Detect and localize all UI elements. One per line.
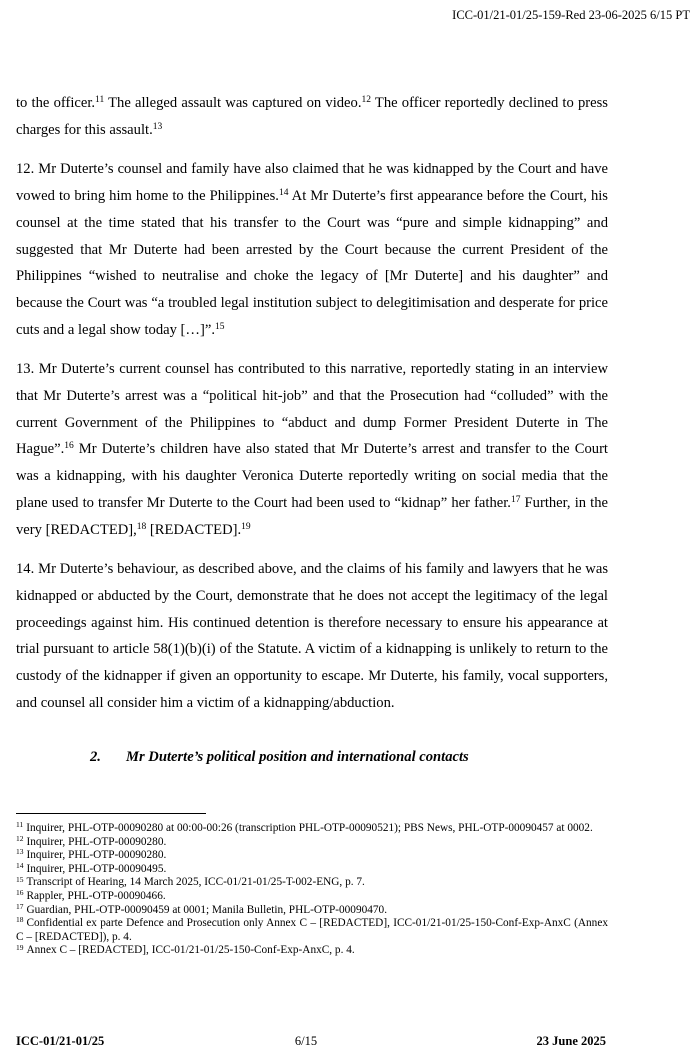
footnote	[16, 833, 608, 850]
paragraph-text: The alleged assault was captured on video.	[104, 95, 362, 111]
footnote-reference: 12	[361, 94, 371, 105]
footnote-number: 14	[16, 861, 24, 871]
footnote	[16, 917, 608, 944]
footnote	[16, 944, 608, 958]
footer-date: 23 June 2025	[536, 1034, 606, 1048]
paragraph-text: Further, in the very [REDACTED],	[16, 494, 608, 538]
footnotes	[16, 822, 608, 958]
footnote-reference: 17	[510, 494, 521, 505]
paragraph	[16, 90, 608, 143]
footnote-text: Confidential ex parte Defence and Prosecution only Annex C – [REDACTED], ICC-01/21-01/25-150-Conf-Exp-AnxC (Annex C – [REDACTED]), p. 4.	[16, 917, 608, 943]
footnote-reference: 16	[64, 441, 74, 452]
footnote-reference: 18	[136, 521, 147, 532]
section-heading-number: 2.	[90, 749, 101, 765]
footnote	[16, 901, 608, 918]
footnote-text: Guardian, PHL-OTP-00090459 at 0001; Manila Bulletin, PHL-OTP-00090470.	[26, 903, 388, 916]
footnote-number: 19	[16, 942, 24, 952]
footnote-number: 11	[16, 820, 24, 830]
paragraph-text: Mr Duterte’s children have also stated that Mr Duterte’s arrest and transfer to the Court was a kidnapping, with his daughter Veronica Duterte reportedly writing on social media that the plane used to transfer Mr Duterte to the Court had been used to “kidnap” her father.	[16, 441, 608, 511]
footnote-text: Inquirer, PHL-OTP-00090280 at 00:00-00:26 (transcription PHL-OTP-00090521); PBS News, PHL-OTP-00090457 at 0002.	[26, 822, 593, 834]
footnote-reference: 14	[278, 187, 289, 198]
footnote-reference: 15	[214, 321, 225, 332]
footnote-number: 12	[16, 833, 24, 843]
paragraph	[16, 556, 608, 716]
paragraph-text: The officer reportedly declined to press charges for this assault.	[16, 95, 608, 138]
paragraph	[16, 156, 608, 343]
footnote-reference: 13	[152, 121, 163, 132]
footnote-reference: 11	[95, 94, 105, 105]
footnote-text: Transcript of Hearing, 14 March 2025, ICC-01/21-01/25-T-002-ENG, p. 7.	[26, 876, 365, 889]
paragraph-text: 14. Mr Duterte’s behaviour, as described above, and the claims of his family and lawyers that he was kidnapped or abducted by the Court, demonstrate that he does not accept the legitimacy of the legal proceedings against him. His continued detention is therefore necessary to ensure his appearance at trial pursuant to article 58(1)(b)(i) of the Statute. A victim of a kidnapping is unlikely to return to the custody of the kidnapper if given an opportunity to escape. Mr Duterte, his family, vocal supporters, and counsel all consider him a victim of a kidnapping/abduction.	[16, 561, 608, 711]
footnote-reference: 19	[241, 521, 251, 532]
page-footer	[16, 1034, 606, 1050]
footnote-number: 13	[16, 847, 24, 857]
section-heading-title: Mr Duterte’s political position and international contacts	[126, 749, 469, 765]
paragraph-text: 13. Mr Duterte’s current counsel has contributed to this narrative, reportedly stating in an interview that Mr Duterte’s arrest was a “political hit-job” and that the Prosecution had “colluded” with the current Government of the Philippines to “abduct and dump Former President Duterte in The Hague”.	[16, 361, 608, 458]
footnote-text: Inquirer, PHL-OTP-00090495.	[26, 862, 167, 875]
footnote	[16, 876, 608, 890]
paragraph	[16, 356, 608, 543]
footnote-text: Inquirer, PHL-OTP-00090280.	[26, 849, 167, 862]
footer-page-number: 6/15	[294, 1034, 318, 1048]
footnote-number: 18	[16, 915, 24, 925]
paragraph-text: At Mr Duterte’s first appearance before the Court, his counsel at the time stated that his transfer to the Court was “pure and simple kidnapping” and suggested that Mr Duterte had been arrested by the Court because the current President of the Philippines “wished to neutralise and choke the legacy of [Mr Duterte] and his daughter” and because the Court was “a troubled legal institution subject to delegitimisation and desperate for price cuts and a legal show today […]”.	[16, 188, 608, 338]
footnote-number: 16	[16, 888, 24, 898]
page-header-reference: ICC-01/21-01/25-159-Red 23-06-2025 6/15 PT	[452, 8, 690, 22]
footnote-text: Inquirer, PHL-OTP-00090280.	[26, 835, 167, 848]
footnote	[16, 863, 608, 877]
paragraph-text: to the officer.	[16, 95, 96, 111]
footnote-number: 15	[16, 874, 24, 884]
section-heading	[90, 749, 469, 766]
footnote	[16, 890, 608, 904]
paragraph-text: [REDACTED].	[146, 521, 242, 538]
footnote-number: 17	[16, 901, 24, 911]
footnote-separator	[16, 813, 206, 814]
footer-case-number: ICC-01/21-01/25	[16, 1034, 105, 1048]
footnote	[16, 822, 608, 836]
footnote-text: Rappler, PHL-OTP-00090466.	[26, 889, 166, 902]
document-body	[16, 90, 608, 716]
paragraph-text: 12. Mr Duterte’s counsel and family have also claimed that he was kidnapped by the Court and have vowed to bring him home to the Philippines.	[16, 161, 608, 205]
footnote-text: Annex C – [REDACTED], ICC-01/21-01/25-150-Conf-Exp-AnxC, p. 4.	[26, 944, 355, 957]
footnote	[16, 849, 608, 863]
